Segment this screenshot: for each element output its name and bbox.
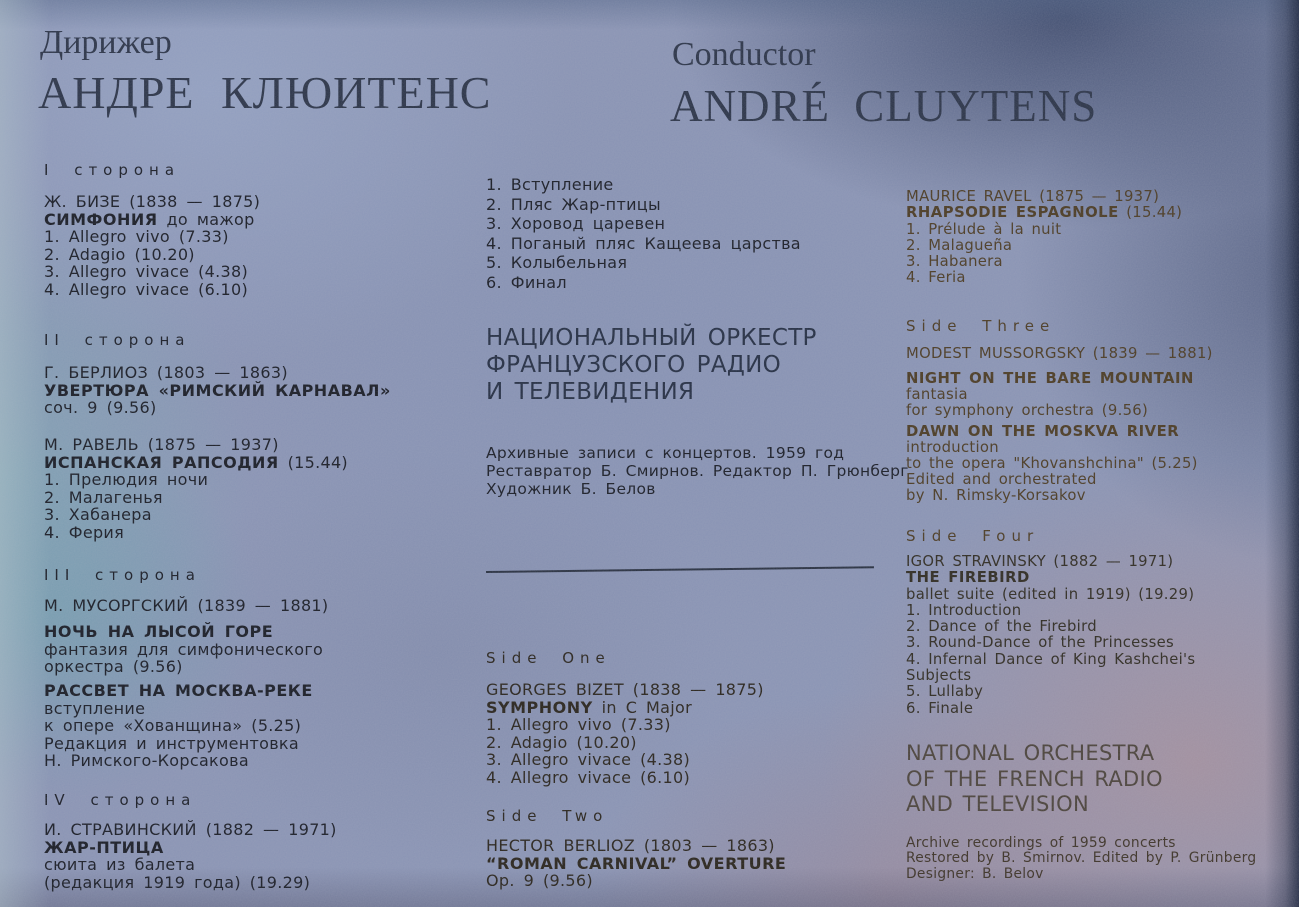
text-segment: СИМФОНИЯ [44,209,158,229]
text-line: for symphony orchestra (9.56) [906,402,1149,419]
text-line: УВЕРТЮРА «РИМСКИЙ КАРНАВАЛ» [44,380,391,400]
stravinsky-firebird-en [906,554,1298,717]
text-line: 4. Feria [906,269,966,287]
text-line: “ROMAN CARNIVAL” OVERTURE [486,853,787,873]
berlioz-overture-en [486,837,906,890]
text-line: НАЦИОНАЛЬНЫЙ ОРКЕСТР [486,325,817,351]
text-line: 4. Поганый пляс Кащеева царства [486,233,801,253]
bizet-symphony-en [486,681,906,786]
text-segment: (15.44) [1118,204,1183,222]
divider-line [486,566,874,573]
text-line: GEORGES BIZET (1838 — 1875) [486,680,764,699]
text-line: OF THE FRENCH RADIO [906,766,1163,791]
text-line: (редакция 1919 года) (19.29) [44,872,311,892]
text-line: Г. БЕРЛИОЗ (1803 — 1863) [44,363,288,382]
text-line [486,699,906,717]
text-line: соч. 9 (9.56) [44,398,157,417]
text-line: оркестра (9.56) [44,657,183,676]
text-line: 4. Ферия [44,522,125,542]
text-line: 3. Хоровод царевен [486,214,666,233]
text-line: 1. Вступление [486,175,614,194]
text-segment: RHAPSODIE ESPAGNOLE [906,204,1119,222]
text-line: И. СТРАВИНСКИЙ (1882 — 1971) [44,820,337,839]
text-line: 4. Allegro vivace (6.10) [486,767,691,787]
conductor-label-ru: Дирижер [40,24,172,61]
text-line: 2. Пляс Жар-птицы [486,194,661,214]
conductor-label-en: Conductor [672,36,816,73]
side-4-heading: IV сторона [44,791,197,809]
text-line: AND TELEVISION [906,792,1090,816]
text-line: 5. Lullaby [906,683,984,701]
text-line: И ТЕЛЕВИДЕНИЯ [486,379,695,405]
center-column [486,0,909,907]
firebird-tracklist-ru [486,175,906,292]
text-line: ЖАР-ПТИЦА [44,837,164,857]
credits-ru [486,444,909,498]
text-line [906,205,1298,221]
text-line: 2. Adagio (10.20) [44,244,195,264]
orchestra-name-ru [486,325,906,406]
side-two-heading: Side Two [486,807,609,825]
night-bald-mountain-ru [44,623,476,676]
text-line: 2. Malagueña [906,236,1013,254]
text-line: 2. Малагенья [44,487,163,507]
russian-tracklist-column [44,0,476,907]
conductor-name-en: ANDRÉ CLUYTENS [670,81,1098,131]
text-line: 2. Dance of the Firebird [906,618,1097,636]
text-line: фантазия для симфонического [44,639,324,659]
text-segment: in C Major [592,697,692,717]
mussorgsky-en [906,346,1298,362]
text-line: 4. Infernal Dance of King Kashchei's [906,650,1196,668]
bizet-symphony-ru [44,193,476,298]
text-line: THE FIREBIRD [906,569,1030,587]
orchestra-name-en [906,741,1298,818]
text-line: НОЧЬ НА ЛЫСОЙ ГОРЕ [44,622,274,641]
text-line: 5. Колыбельная [486,253,628,272]
text-line [44,454,476,472]
dawn-moskva-river-en [906,424,1298,504]
ravel-rhapsody-en [906,189,1298,287]
text-line: 3. Round-Dance of the Princesses [906,634,1175,652]
text-line: Designer: B. Belov [906,865,1044,882]
text-line: М. МУСОРГСКИЙ (1839 — 1881) [44,596,329,615]
text-line: by N. Rimsky-Korsakov [906,487,1086,504]
text-line: 1. Allegro vivo (7.33) [44,227,229,246]
text-segment: ИСПАНСКАЯ РАПСОДИЯ [44,452,279,472]
text-line: 2. Adagio (10.20) [486,732,637,752]
side-1-heading: I сторона [44,161,181,179]
text-line: 3. Allegro vivace (4.38) [486,750,691,769]
text-line: IGOR STRAVINSKY (1882 — 1971) [906,553,1174,570]
text-line [44,211,476,229]
text-line: Op. 9 (9.56) [486,871,593,890]
text-line: Редакция и инструментовка [44,733,299,753]
text-segment: SYMPHONY [486,697,593,717]
mussorgsky-ru [44,597,476,615]
text-line: NIGHT ON THE BARE MOUNTAIN [906,370,1194,387]
text-line: 1. Allegro vivo (7.33) [486,715,671,734]
text-line: DAWN ON THE MOSKVA RIVER [906,423,1180,440]
night-bare-mountain-en [906,371,1298,419]
text-line: 1. Introduction [906,601,1022,619]
conductor-name-ru: АНДРЕ КЛЮИТЕНС [38,67,492,118]
text-line: Edited and orchestrated [906,471,1097,488]
side-four-heading: Side Four [906,527,1040,545]
text-segment: до мажор [157,209,255,229]
text-line: to the opera "Khovanshchina" (5.25) [906,455,1198,472]
text-line: РАССВЕТ НА МОСКВА-РЕКЕ [44,681,313,700]
text-line: 6. Финал [486,272,567,292]
dawn-moskva-river-ru [44,682,476,770]
text-line: NATIONAL ORCHESTRA [906,741,1155,765]
text-line: 3. Хабанера [44,505,152,524]
text-line: к опере «Хованщина» (5.25) [44,716,302,735]
side-2-heading: II сторона [44,331,191,349]
text-line: 3. Habanera [906,253,1003,271]
ravel-rhapsody-ru [44,436,476,541]
text-line: 4. Allegro vivace (6.10) [44,279,249,299]
text-line: Restored by B. Smirnov. Edited by P. Grünberg [906,850,1257,867]
text-line: MAURICE RAVEL (1875 — 1937) [906,188,1160,205]
text-line: MODEST MUSSORGSKY (1839 — 1881) [906,345,1213,362]
english-tracklist-column [906,0,1298,907]
text-line: Ж. БИЗЕ (1838 — 1875) [44,192,261,211]
text-line: Н. Римского-Корсакова [44,751,249,770]
text-segment: (15.44) [278,452,348,472]
text-line: 1. Прелюдия ночи [44,470,209,489]
text-line: 3. Allegro vivace (4.38) [44,262,249,281]
text-line: fantasia [906,386,968,403]
text-line: Архивные записи с концертов. 1959 год [486,444,845,462]
text-line: ballet suite (edited in 1919) (19.29) [906,585,1195,603]
berlioz-overture-ru [44,364,476,417]
text-line: вступление [44,698,146,718]
text-line: М. РАВЕЛЬ (1875 — 1937) [44,435,279,454]
text-line: Archive recordings of 1959 concerts [906,835,1176,851]
text-line: Реставратор Б. Смирнов. Редактор П. Грюнберг [486,461,909,480]
credits-en [906,836,1298,882]
text-line: 6. Finale [906,699,974,717]
side-three-heading: Side Three [906,317,1056,335]
side-one-heading: Side One [486,649,611,667]
text-line: introduction [906,439,999,456]
text-line: ФРАНЦУЗСКОГО РАДИО [486,352,782,378]
text-line: сюита из балета [44,855,196,874]
text-line: Художник Б. Белов [486,479,656,498]
text-line: 1. Prélude à la nuit [906,220,1062,238]
text-line: Subjects [906,667,972,685]
text-line: HECTOR BERLIOZ (1803 — 1863) [486,836,775,855]
side-3-heading: III сторона [44,566,201,584]
stravinsky-firebird-ru [44,821,476,891]
